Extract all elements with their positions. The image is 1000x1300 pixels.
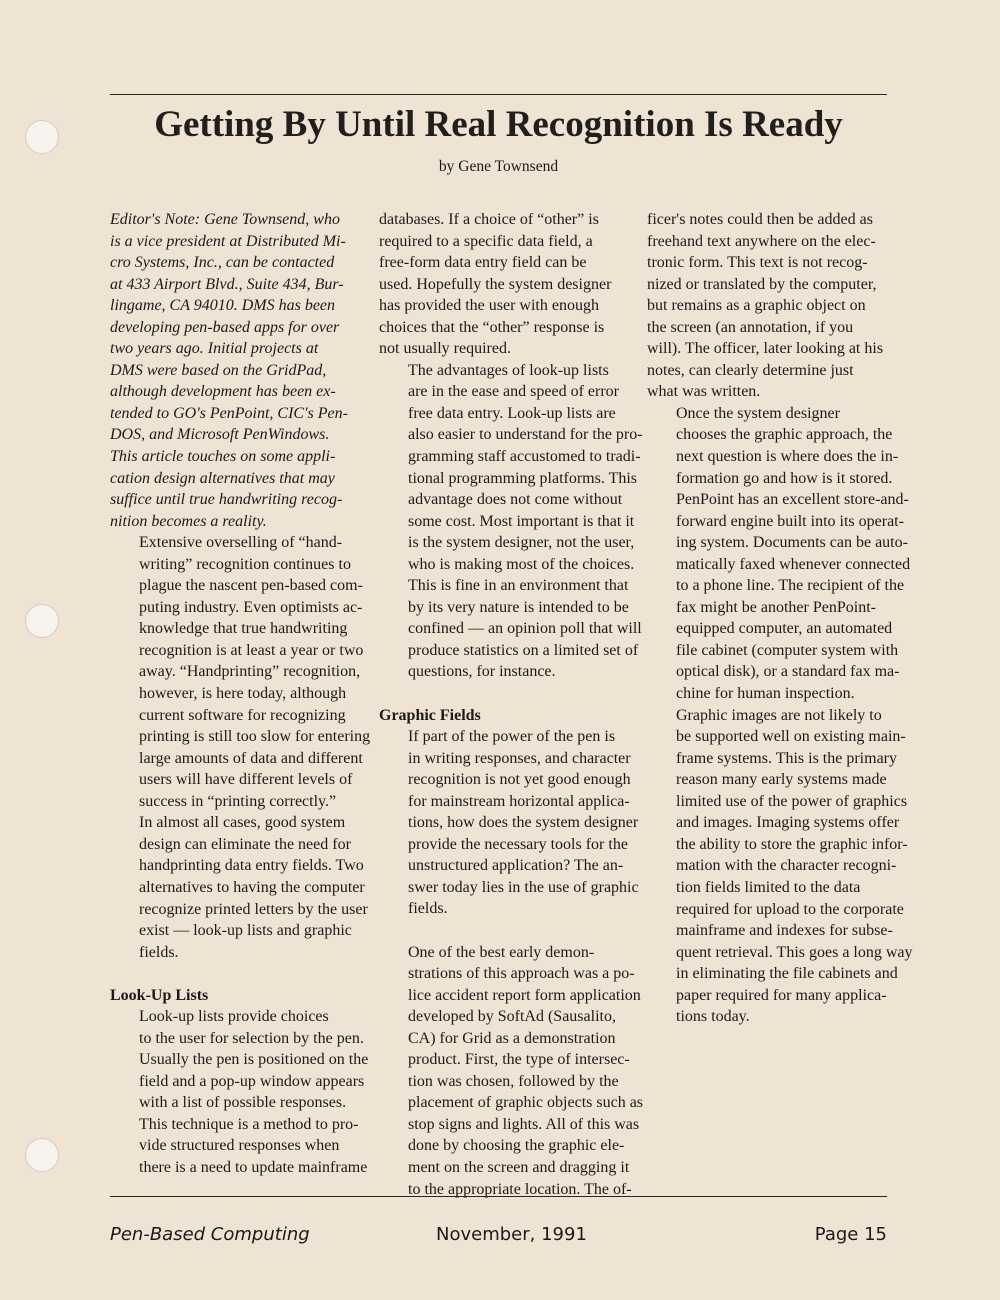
text-line: freehand text anywhere on the elec-: [647, 232, 876, 250]
text-line: vide structured responses when: [139, 1137, 340, 1155]
text-line: however, is here today, although: [139, 685, 347, 703]
text-line: plague the nascent pen-based com-: [139, 577, 363, 595]
text-line: to a phone line. The recipient of the: [676, 577, 905, 595]
text-line: confined — an opinion poll that will: [408, 620, 642, 638]
text-line: required to a specific data field, a: [379, 232, 593, 250]
text-line: In almost all cases, good system: [139, 814, 346, 832]
text-line: ing system. Documents can be auto-: [676, 534, 908, 552]
paragraph: [110, 812, 368, 963]
text-line: product. First, the type of intersec-: [408, 1051, 630, 1069]
text-line: matically faxed whenever connected: [676, 555, 911, 573]
text-line: although development has been ex-: [110, 383, 336, 401]
text-line: what was written.: [647, 383, 761, 401]
text-line: DOS, and Microsoft PenWindows.: [110, 426, 330, 444]
text-line: formation go and how is it stored.: [676, 469, 893, 487]
text-line: also easier to understand for the pro-: [408, 426, 643, 444]
text-line: cro Systems, Inc., can be contacted: [110, 254, 335, 272]
text-line: ment on the screen and dragging it: [408, 1158, 630, 1176]
paragraph: [110, 1006, 369, 1178]
text-line: users will have different levels of: [139, 771, 353, 789]
binder-hole-bottom: [25, 1138, 59, 1172]
text-column-3: [647, 209, 913, 1028]
section-heading: Look-Up Lists: [110, 986, 209, 1004]
text-line: mation with the character recogni-: [676, 857, 897, 875]
text-line: the ability to store the graphic infor-: [676, 835, 908, 853]
text-line: at 433 Airport Blvd., Suite 434, Bur-: [110, 275, 344, 293]
text-line: databases. If a choice of “other” is: [379, 211, 599, 228]
text-line: This technique is a method to pro-: [139, 1115, 359, 1133]
text-line: Usually the pen is positioned on the: [139, 1051, 369, 1069]
text-line: recognition is not yet good enough: [408, 771, 631, 789]
paragraph: [647, 705, 913, 1028]
text-line: has provided the user with enough: [379, 297, 599, 315]
text-line: tronic form. This text is not recog-: [647, 254, 868, 272]
text-column-1: [110, 209, 371, 1179]
text-line: printing is still too slow for entering: [139, 728, 371, 746]
text-line: tional programming platforms. This: [408, 469, 638, 487]
text-line: design can eliminate the need for: [139, 835, 351, 853]
text-line: produce statistics on a limited set of: [408, 641, 639, 659]
text-line: Graphic images are not likely to: [676, 706, 882, 724]
text-line: will). The officer, later looking at his: [647, 340, 884, 358]
text-line: One of the best early demon-: [408, 943, 595, 961]
text-line: there is a need to update mainframe: [139, 1159, 368, 1177]
text-line: chooses the graphic approach, the: [676, 426, 893, 444]
text-line: optical disk), or a standard fax ma-: [676, 663, 900, 681]
text-line: unstructured application? The an-: [408, 857, 624, 875]
bottom-rule: [110, 1196, 887, 1197]
paragraph: [379, 209, 621, 360]
text-line: PenPoint has an excellent store-and-: [676, 491, 909, 509]
text-line: are in the ease and speed of error: [408, 383, 619, 401]
text-line: This is fine in an environment that: [408, 577, 629, 595]
paragraph: [379, 726, 639, 920]
text-line: chine for human inspection.: [676, 685, 855, 703]
text-line: for mainstream horizontal applica-: [408, 792, 630, 810]
text-line: to the user for selection by the pen.: [139, 1029, 364, 1047]
text-line: large amounts of data and different: [139, 749, 363, 767]
footer-page-number: Page 15: [814, 1224, 887, 1245]
paragraph: [379, 942, 644, 1201]
text-line: free data entry. Look-up lists are: [408, 404, 616, 422]
text-line: lice accident report form application: [408, 986, 641, 1004]
text-line: This article touches on some appli-: [110, 448, 336, 466]
text-line: file cabinet (computer system with: [676, 641, 899, 659]
text-line: Look-up lists provide choices: [139, 1008, 329, 1026]
binder-hole-middle: [25, 604, 59, 638]
text-line: recognition is at least a year or two: [139, 641, 364, 659]
text-line: placement of graphic objects such as: [408, 1094, 644, 1112]
text-line: is the system designer, not the user,: [408, 534, 635, 552]
text-line: stop signs and lights. All of this was: [408, 1115, 640, 1133]
text-line: quent retrieval. This goes a long way: [676, 943, 913, 961]
text-line: developed by SoftAd (Sausalito,: [408, 1008, 616, 1026]
text-line: field and a pop-up window appears: [139, 1072, 365, 1090]
text-line: with a list of possible responses.: [139, 1094, 347, 1112]
text-line: Once the system designer: [676, 404, 840, 422]
section-heading: Graphic Fields: [379, 706, 481, 724]
binder-hole-top: [25, 120, 59, 154]
text-line: and images. Imaging systems offer: [676, 814, 900, 832]
text-line: paper required for many applica-: [676, 986, 887, 1004]
paragraph: [110, 532, 371, 812]
text-line: provide the necessary tools for the: [408, 835, 628, 853]
footer-publication: Pen-Based Computing: [110, 1224, 310, 1245]
text-line: done by choosing the graphic ele-: [408, 1137, 625, 1155]
text-line: swer today lies in the use of graphic: [408, 878, 639, 896]
text-line: forward engine built into its operat-: [676, 512, 904, 530]
text-line: required for upload to the corporate: [676, 900, 904, 918]
paragraph: [647, 209, 890, 403]
text-line: tions, how does the system designer: [408, 814, 639, 832]
text-line: in writing responses, and character: [408, 749, 631, 767]
text-line: next question is where does the in-: [676, 448, 899, 466]
footer-date: November, 1991: [436, 1224, 587, 1245]
text-line: recognize printed letters by the user: [139, 900, 368, 918]
paragraph: [647, 403, 911, 705]
text-line: strations of this approach was a po-: [408, 965, 635, 983]
text-line: but remains as a graphic object on: [647, 297, 866, 315]
text-line: tion fields limited to the data: [676, 878, 861, 896]
text-line: CA) for Grid as a demonstration: [408, 1029, 616, 1047]
text-line: lingame, CA 94010. DMS has been: [110, 297, 336, 315]
text-line: away. “Handprinting” recognition,: [139, 663, 361, 681]
text-line: exist — look-up lists and graphic: [139, 922, 352, 940]
text-line: ficer's notes could then be added as: [647, 211, 873, 228]
text-line: not usually required.: [379, 340, 511, 358]
text-line: fields.: [408, 900, 448, 918]
text-line: Editor's Note: Gene Townsend, who: [110, 211, 340, 228]
text-line: who is making most of the choices.: [408, 555, 635, 573]
text-line: some cost. Most important is that it: [408, 512, 635, 530]
text-line: handprinting data entry fields. Two: [139, 857, 364, 875]
text-line: to the appropriate location. The of-: [408, 1180, 632, 1198]
text-line: equipped computer, an automated: [676, 620, 893, 638]
text-line: puting industry. Even optimists ac-: [139, 598, 363, 616]
text-line: advantage does not come without: [408, 491, 623, 509]
text-line: fields.: [139, 943, 179, 961]
article-title: Getting By Until Real Recognition Is Ready: [154, 104, 843, 145]
text-line: choices that the “other” response is: [379, 318, 605, 336]
text-line: nition becomes a reality.: [110, 512, 267, 530]
text-line: two years ago. Initial projects at: [110, 340, 319, 358]
text-line: alternatives to having the computer: [139, 878, 365, 896]
text-line: suffice until true handwriting recog-: [110, 491, 343, 509]
text-line: tions today.: [676, 1008, 750, 1026]
text-line: knowledge that true handwriting: [139, 620, 348, 638]
text-line: used. Hopefully the system designer: [379, 275, 612, 293]
text-line: Extensive overselling of “hand-: [139, 534, 343, 552]
text-line: limited use of the power of graphics: [676, 792, 908, 810]
article-byline: by Gene Townsend: [438, 158, 559, 175]
text-line: fax might be another PenPoint-: [676, 598, 876, 616]
text-line: by its very nature is intended to be: [408, 598, 629, 616]
text-line: DMS were based on the GridPad,: [110, 361, 327, 379]
text-line: tended to GO's PenPoint, CIC's Pen-: [110, 404, 348, 422]
text-line: be supported well on existing main-: [676, 728, 906, 746]
paragraph: [379, 360, 643, 683]
text-line: cation design alternatives that may: [110, 469, 335, 487]
text-line: success in “printing correctly.”: [139, 792, 337, 810]
text-line: writing” recognition continues to: [139, 555, 351, 573]
text-line: gramming staff accustomed to tradi-: [408, 448, 641, 466]
text-line: tion was chosen, followed by the: [408, 1072, 619, 1090]
text-line: in eliminating the file cabinets and: [676, 965, 898, 983]
text-line: frame systems. This is the primary: [676, 749, 897, 767]
text-line: developing pen-based apps for over: [110, 318, 340, 336]
text-line: free-form data entry field can be: [379, 254, 587, 272]
text-line: current software for recognizing: [139, 706, 346, 724]
text-line: reason many early systems made: [676, 771, 887, 789]
text-line: The advantages of look-up lists: [408, 361, 609, 379]
editors-note: [110, 209, 350, 532]
text-line: questions, for instance.: [408, 663, 556, 681]
text-line: notes, can clearly determine just: [647, 361, 854, 379]
text-line: mainframe and indexes for subse-: [676, 922, 893, 940]
text-line: If part of the power of the pen is: [408, 728, 616, 746]
text-line: nized or translated by the computer,: [647, 275, 877, 293]
text-line: the screen (an annotation, if you: [647, 318, 854, 336]
top-rule: [110, 94, 887, 95]
text-line: is a vice president at Distributed Mi-: [110, 232, 346, 250]
text-column-2: [379, 209, 644, 1200]
